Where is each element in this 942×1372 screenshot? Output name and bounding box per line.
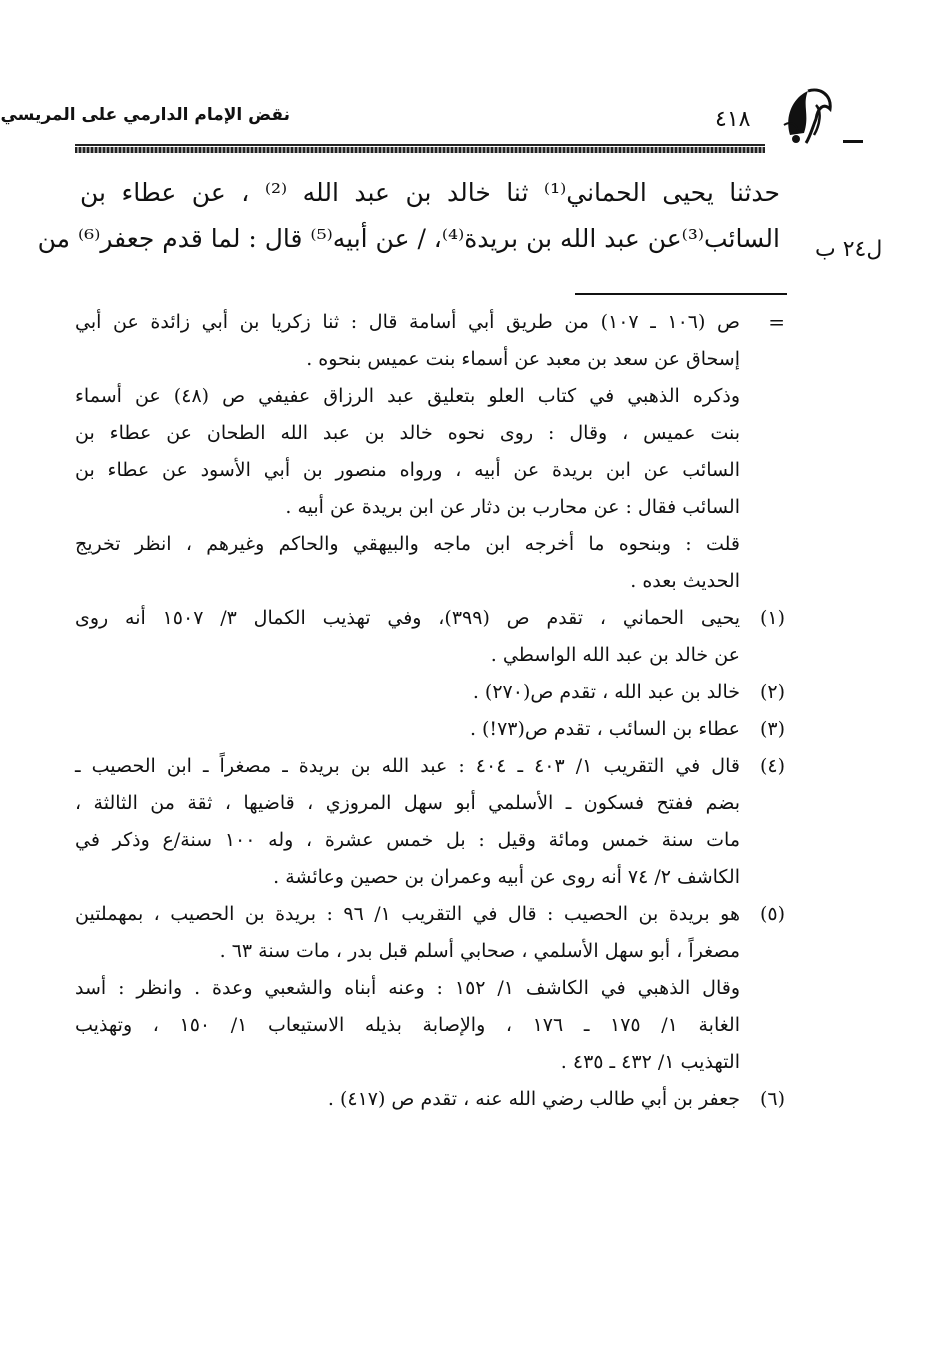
running-title: نقض الإمام الدارمي على المريسي (0, 105, 290, 125)
footnote-3 (75, 711, 785, 748)
footnote-line: جعفر بن أبي طالب رضي الله عنه ، تقدم ص (٤١٧) . (327, 1088, 740, 1110)
footnote-line: التهذيب ١/ ٤٣٢ ـ ٤٣٥ . (560, 1051, 740, 1073)
footnote-line: وقال الذهبي في الكاشف ١/ ١٥٢ : وعنه أبناه والشعبي وعدة . وانظر : أسد (75, 977, 740, 999)
footnote-separator (575, 293, 787, 295)
manuscript-folio-note: ل٢٤ ب (815, 237, 883, 262)
footnote-line: خالد بن عبد الله ، تقدم ص(٢٧٠) . (472, 681, 740, 703)
footnote-line: عطاء بن السائب ، تقدم ص(٧٣!) . (469, 718, 740, 740)
footnote-line: مصغراً ، أبو سهل الأسلمي ، صحابي أسلم قبل بدر ، مات سنة ٦٣ . (219, 940, 740, 962)
footnote-line: ص (١٠٦ ـ ١٠٧) من طريق أبي أسامة قال : ثنا زكريا بن أبي زائدة عن أبي (75, 311, 740, 333)
footnote-line: الكاشف ٢/ ٧٤ أنه روى عن أبيه وعمران بن حصين وعائشة . (273, 866, 740, 888)
footnote-line: عن خالد بن عبد الله الواسطي . (490, 644, 740, 666)
header-dash (843, 140, 863, 143)
page-number: ٤١٨ (715, 107, 751, 132)
footnote-marker: (٤) (759, 755, 785, 777)
footnote-2 (75, 674, 785, 711)
footnote-marker: (١) (759, 607, 785, 629)
footnote-line: الغابة ١/ ١٧٥ ـ ١٧٦ ، والإصابة بذيله الاستيعاب ١/ ١٥٠ ، وتهذيب (75, 1014, 740, 1036)
footnote-line: يحيى الحماني ، تقدم ص (٣٩٩)، وفي تهذيب الكمال ٣/ ١٥٠٧ أنه روى (75, 607, 740, 629)
footnote-6 (75, 1081, 785, 1118)
footnote-marker: (٢) (759, 681, 785, 703)
footnote-marker: (٦) (759, 1088, 785, 1110)
footnote-5 (75, 896, 785, 970)
footnote-line: قلت : وبنحوه ما أخرجه ابن ماجه والبيهقي والحاكم وغيرهم ، انظر تخريج (75, 533, 740, 555)
footnotes (75, 304, 785, 1118)
footnote-line: السائب عن ابن بريدة عن أبيه ، ورواه منصور بن أبي الأسود عن عطاء بن (75, 459, 740, 481)
footnote-line: وذكره الذهبي في كتاب العلو بتعليق عبد الرزاق عفيفي ص (٤٨) عن أسماء (75, 385, 741, 407)
footnote-line: مات سنة خمس ومائة وقيل : بل خمس عشرة ، وله ١٠٠ سنة/ع وذكر في (75, 829, 740, 851)
main-text (37, 170, 780, 262)
footnote-paragraph (75, 970, 785, 1081)
footnote-paragraph (75, 378, 785, 526)
footnote-marker: (٥) (759, 903, 785, 925)
footnote-continuation (75, 304, 785, 378)
footnote-line: قال في التقريب ١/ ٤٠٣ ـ ٤٠٤ : عبد الله بن بريدة ـ مصغراً ـ ابن الحصيب ـ (75, 755, 740, 777)
main-text-line: السائب⁽³⁾عن عبد الله بن بريدة⁽⁴⁾، / عن أبيه⁽⁵⁾ قال : لما قدم جعفر⁽⁶⁾ من (37, 224, 780, 253)
page-header (0, 95, 890, 155)
main-text-line: حدثنا يحيى الحماني⁽¹⁾ ثنا خالد بن عبد الله ⁽²⁾ ، عن عطاء بن (80, 178, 780, 207)
quill-ornament-icon (780, 85, 836, 147)
footnote-4 (75, 748, 785, 896)
footnote-marker: = (768, 310, 785, 334)
footnote-1 (75, 600, 785, 674)
footnote-line: الحديث بعده . (630, 570, 740, 592)
footnote-line: إسحاق عن سعد بن معبد عن أسماء بنت عميس بنحوه . (306, 348, 740, 370)
header-rule-pattern (75, 147, 765, 153)
footnote-marker: (٣) (759, 718, 785, 740)
footnote-line: بضم ففتح فسكون ـ الأسلمي أبو سهل المروزي ، قاضيها ، ثقة من الثالثة ، (75, 792, 740, 814)
footnote-line: بنت عميس ، وقال : روى نحوه خالد بن عبد الله الطحان عن عطاء بن (75, 422, 740, 444)
footnote-paragraph (75, 526, 785, 600)
header-rule (75, 144, 765, 146)
footnote-line: السائب فقال : عن محارب بن دثار عن ابن بريدة عن أبيه . (285, 496, 740, 518)
footnote-line: هو بريدة بن الحصيب : قال في التقريب ١/ ٩٦ : بريدة بن الحصيب ، بمهملتين (75, 903, 740, 925)
